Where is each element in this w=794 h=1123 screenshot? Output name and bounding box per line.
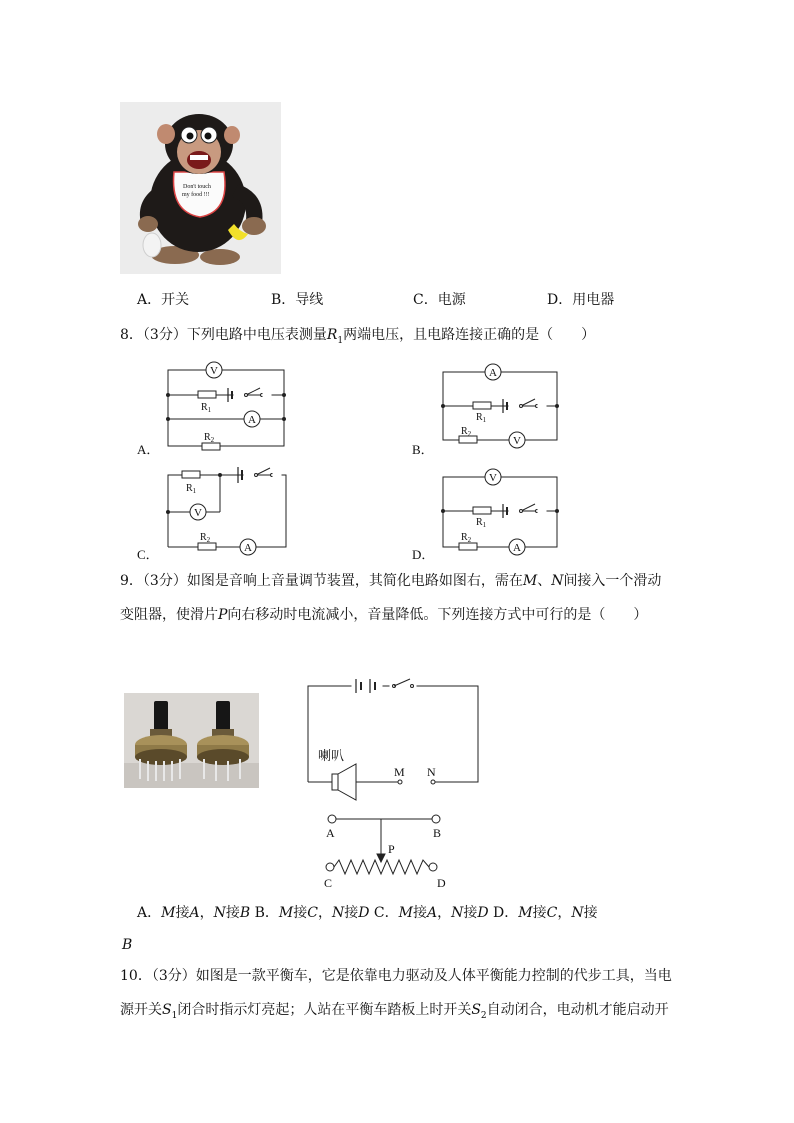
- sliding-rheostat[interactable]: [324, 815, 446, 890]
- q9-options: [137, 902, 598, 924]
- q8-circuit-c[interactable]: [137, 467, 286, 562]
- bib-text-line2: my food !!!: [182, 192, 210, 198]
- q8b-r1-resistor: [473, 402, 491, 409]
- q8b-voltmeter-label: V: [513, 435, 521, 447]
- q8b-r1-label: $R_1$: [476, 412, 487, 424]
- q8d-voltmeter-label: V: [489, 472, 497, 484]
- q10-s2-sub: 2: [480, 1010, 487, 1021]
- q10-line2-c: 自动闭合，电动机才能启动开: [486, 1002, 669, 1018]
- terminal-m[interactable]: [398, 780, 402, 784]
- q9-sep: 、: [537, 573, 552, 589]
- speaker-icon: [332, 764, 356, 800]
- q9-option-d-wrap: [122, 934, 132, 956]
- q9-stem-line2: [120, 604, 647, 626]
- q8c-letter: C．: [137, 547, 159, 562]
- q8a-r2-resistor: [202, 443, 220, 450]
- potentiometer-illustration: [124, 693, 259, 788]
- q10-s1-symbol: S: [162, 1002, 172, 1018]
- q8-circuit-a[interactable]: [137, 362, 286, 457]
- q8d-r2-resistor: [459, 543, 477, 550]
- q8-r-sub: 1: [337, 335, 344, 346]
- q9-line2-a: 变阻器，使滑片: [120, 607, 218, 623]
- q8a-voltmeter-label: V: [210, 365, 218, 377]
- q8a-r1-resistor: [198, 391, 216, 398]
- q8c-r2-label: $R_2$: [200, 532, 211, 544]
- q10-stem-line2: [120, 999, 669, 1027]
- q8a-r2-label: $R_2$: [204, 432, 215, 444]
- q9-number: 9．: [120, 573, 143, 589]
- q9-circuit: [300, 670, 490, 895]
- q9-option-b[interactable]: B．M接C，N接D: [254, 905, 370, 921]
- terminal-b-label: B: [433, 826, 442, 840]
- q9-option-c[interactable]: C．M接A，N接D: [373, 905, 489, 921]
- q9-line2-b: 向右移动时电流减小，音量降低。下列连接方式中可行的是（ ）: [227, 607, 648, 623]
- terminal-b[interactable]: [432, 815, 440, 823]
- terminal-d-label: D: [437, 876, 446, 890]
- q8a-r1-label: $R_1$: [201, 402, 212, 414]
- q8a-letter: A．: [137, 442, 160, 457]
- q9-line1-a: 如图是音响上音量调节装置，其简化电路如图右，需在: [186, 573, 523, 589]
- q8d-r1-resistor: [473, 507, 491, 514]
- q8c-r1-label: $R_1$: [186, 483, 197, 495]
- q8-score: （3分）: [142, 327, 187, 343]
- q8d-r2-label: $R_2$: [461, 532, 472, 544]
- q9-option-d[interactable]: D．M接C，N接: [493, 905, 598, 921]
- q8d-r1-label: $R_1$: [476, 517, 487, 529]
- q9-stem-line1: [120, 570, 661, 592]
- q9-option-d-end: B: [122, 937, 133, 953]
- q9-m: M: [522, 573, 538, 589]
- q8b-ammeter-label: A: [489, 367, 497, 379]
- q10-line2-b: 闭合时指示灯亮起；人站在平衡车踏板上时开关: [177, 1002, 472, 1018]
- terminal-c[interactable]: [326, 863, 334, 871]
- q9-score: （3分）: [142, 573, 187, 589]
- q10-s2-symbol: S: [471, 1002, 481, 1018]
- q7-option-b[interactable]: B．导线: [271, 292, 324, 308]
- terminal-a-label: A: [326, 826, 335, 840]
- q8c-ammeter-label: A: [244, 542, 252, 554]
- toy-monkey-illustration: [120, 102, 281, 274]
- q8-stem: [120, 324, 595, 352]
- q10-line1: 如图是一款平衡车，它是依靠电力驱动及人体平衡能力控制的代步工具，当电: [195, 968, 672, 984]
- slider-p-label: P: [388, 842, 395, 856]
- q8d-ammeter-label: A: [513, 542, 521, 554]
- q10-s1-sub: 1: [171, 1010, 178, 1021]
- q8c-r2-resistor: [198, 543, 216, 550]
- q8-circuit-b[interactable]: [412, 364, 559, 457]
- terminal-m-label: M: [394, 765, 405, 779]
- terminal-n[interactable]: [431, 780, 435, 784]
- speaker-label: 喇叭: [318, 748, 345, 763]
- q8c-r1-resistor: [182, 471, 200, 478]
- q8b-r2-label: $R_2$: [461, 426, 472, 438]
- q8d-letter: D．: [412, 547, 435, 562]
- terminal-a[interactable]: [328, 815, 336, 823]
- q8b-letter: B．: [412, 442, 434, 457]
- q10-score: （3分）: [151, 968, 196, 984]
- q9-p: P: [218, 607, 228, 623]
- q8-text-after: 两端电压，且电路连接正确的是（ ）: [343, 327, 596, 343]
- terminal-d[interactable]: [429, 863, 437, 871]
- terminal-n-label: N: [427, 765, 436, 779]
- q10-line2-a: 源开关: [120, 1002, 162, 1018]
- q8a-ammeter-label: A: [248, 414, 256, 426]
- q7-option-d[interactable]: D．用电器: [547, 292, 615, 308]
- q8-circuit-diagrams: [128, 358, 588, 568]
- q8-number: 8．: [120, 327, 143, 343]
- toy-monkey-photo: [120, 102, 281, 274]
- q9-line1-b: 间接入一个滑动: [563, 573, 662, 589]
- q8c-voltmeter-label: V: [194, 507, 202, 519]
- bib-text-line1: Don't touch: [183, 184, 211, 190]
- q8-text-before: 下列电路中电压表测量: [186, 327, 327, 343]
- potentiometer-photo: [124, 693, 259, 788]
- terminal-c-label: C: [324, 876, 333, 890]
- q7-option-c[interactable]: C．电源: [413, 292, 466, 308]
- q7-option-a[interactable]: A．开关: [137, 292, 190, 308]
- q10-number: 10．: [120, 968, 152, 984]
- slider-arrow-icon[interactable]: [377, 854, 385, 862]
- q9-option-a[interactable]: A．M接A，N接B: [137, 905, 251, 921]
- q8-r-symbol: R: [326, 327, 338, 343]
- q9-n: N: [551, 573, 564, 589]
- q8-circuit-d[interactable]: [412, 469, 559, 562]
- q10-stem-line1: [120, 965, 672, 987]
